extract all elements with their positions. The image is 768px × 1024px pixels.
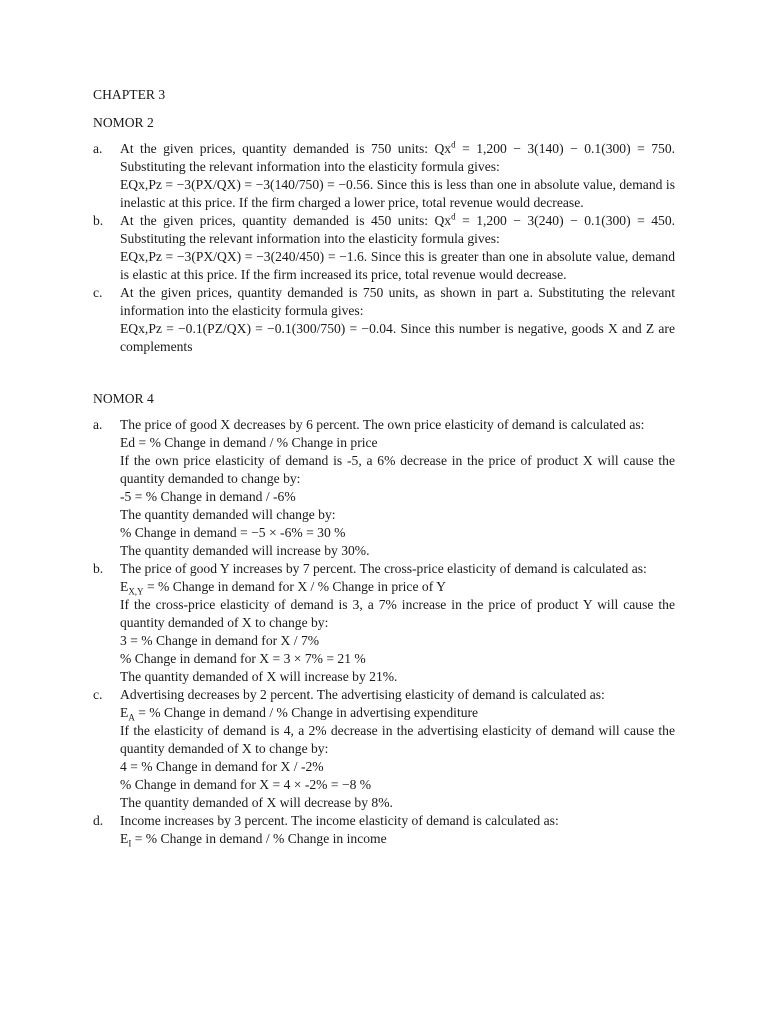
- nomor-4-list: [93, 416, 675, 848]
- superscript: d: [451, 139, 456, 150]
- item-line: [120, 578, 675, 596]
- subscript: X,Y: [128, 586, 144, 597]
- item-line: Income increases by 3 percent. The income elasticity of demand is calculated as:: [120, 813, 559, 828]
- formula-text: = % Change in demand / % Change in income: [131, 831, 387, 846]
- formula-symbol: E: [120, 579, 129, 594]
- item-marker: a.: [93, 141, 103, 156]
- item-line: The price of good X decreases by 6 percent. The own price elasticity of demand is calculated as:: [120, 417, 645, 432]
- item-text: = 1,200 − 3(240) − 0.1(300) = 450. Substituting the relevant information into the elasticity formula gives:: [120, 213, 676, 246]
- item-line: -5 = % Change in demand / -6%: [120, 489, 296, 504]
- list-item-nomor4-a: [93, 416, 675, 560]
- item-marker: d.: [93, 813, 104, 828]
- item-marker: a.: [93, 417, 103, 432]
- subscript: I: [128, 838, 132, 849]
- item-paragraph: [120, 140, 675, 176]
- item-paragraph: EQx,Pz = −0.1(PZ/QX) = −0.1(300/750) = −0.04. Since this number is negative, goods X and Z are complements: [120, 321, 675, 354]
- item-line: % Change in demand for X = 4 × -2% = −8 %: [120, 777, 372, 792]
- item-line: The quantity demanded will increase by 30%.: [120, 543, 370, 558]
- formula-symbol: E: [120, 831, 129, 846]
- item-paragraph: [120, 212, 675, 248]
- item-line: If the cross-price elasticity of demand is 3, a 7% increase in the price of product Y will cause the quantity demanded of X to change by:: [120, 597, 675, 630]
- item-line: Advertising decreases by 2 percent. The advertising elasticity of demand is calculated as:: [120, 687, 605, 702]
- list-item-nomor4-b: [93, 560, 675, 686]
- item-line: Ed = % Change in demand / % Change in price: [120, 435, 378, 450]
- formula-text: = % Change in demand / % Change in advertising expenditure: [134, 705, 479, 720]
- item-paragraph: EQx,Pz = −3(PX/QX) = −3(140/750) = −0.56. Since this is less than one in absolute value, demand is inelastic at this price. If the firm charged a lower price, total revenue would decrease.: [120, 177, 675, 210]
- section-title-nomor-2: NOMOR 2: [93, 115, 154, 130]
- nomor-2-list: [93, 140, 675, 356]
- item-marker: b.: [93, 561, 104, 576]
- item-line: 4 = % Change in demand for X / -2%: [120, 759, 324, 774]
- formula-symbol: E: [120, 705, 129, 720]
- document-page: [93, 86, 675, 848]
- item-text: = 1,200 − 3(140) − 0.1(300) = 750. Substituting the relevant information into the elasticity formula gives:: [120, 141, 676, 174]
- item-text: At the given prices, quantity demanded is 750 units: Qx: [120, 141, 452, 156]
- item-line: If the elasticity of demand is 4, a 2% decrease in the advertising elasticity of demand will cause the quantity demanded of X to change by:: [120, 723, 675, 756]
- list-item-nomor2-a: [93, 140, 675, 212]
- item-line: The price of good Y increases by 7 percent. The cross-price elasticity of demand is calculated as:: [120, 561, 647, 576]
- item-text: At the given prices, quantity demanded is 450 units: Qx: [120, 213, 452, 228]
- list-item-nomor4-c: [93, 686, 675, 812]
- item-line: 3 = % Change in demand for X / 7%: [120, 633, 320, 648]
- section-title-nomor-4: NOMOR 4: [93, 391, 154, 406]
- item-marker: c.: [93, 687, 103, 702]
- superscript: d: [451, 211, 456, 222]
- item-paragraph: EQx,Pz = −3(PX/QX) = −3(240/450) = −1.6. Since this is greater than one in absolute value, demand is elastic at this price. If the firm increased its price, total revenue would decrease.: [120, 249, 675, 282]
- item-line: The quantity demanded of X will decrease by 8%.: [120, 795, 393, 810]
- item-line: [120, 704, 675, 722]
- item-line: % Change in demand for X = 3 × 7% = 21 %: [120, 651, 366, 666]
- formula-text: = % Change in demand for X / % Change in price of Y: [143, 579, 446, 594]
- item-line: The quantity demanded will change by:: [120, 507, 336, 522]
- item-marker: b.: [93, 213, 104, 228]
- chapter-title: CHAPTER 3: [93, 87, 166, 102]
- item-line: [120, 830, 675, 848]
- list-item-nomor2-b: [93, 212, 675, 284]
- list-item-nomor2-c: [93, 284, 675, 356]
- item-paragraph: At the given prices, quantity demanded is 750 units, as shown in part a. Substituting the relevant information into the elasticity formula gives:: [120, 285, 675, 318]
- subscript: A: [128, 712, 135, 723]
- item-marker: c.: [93, 285, 103, 300]
- item-line: The quantity demanded of X will increase by 21%.: [120, 669, 398, 684]
- item-line: If the own price elasticity of demand is -5, a 6% decrease in the price of product X will cause the quantity demanded to change by:: [120, 453, 675, 486]
- list-item-nomor4-d: [93, 812, 675, 848]
- item-line: % Change in demand = −5 × -6% = 30 %: [120, 525, 346, 540]
